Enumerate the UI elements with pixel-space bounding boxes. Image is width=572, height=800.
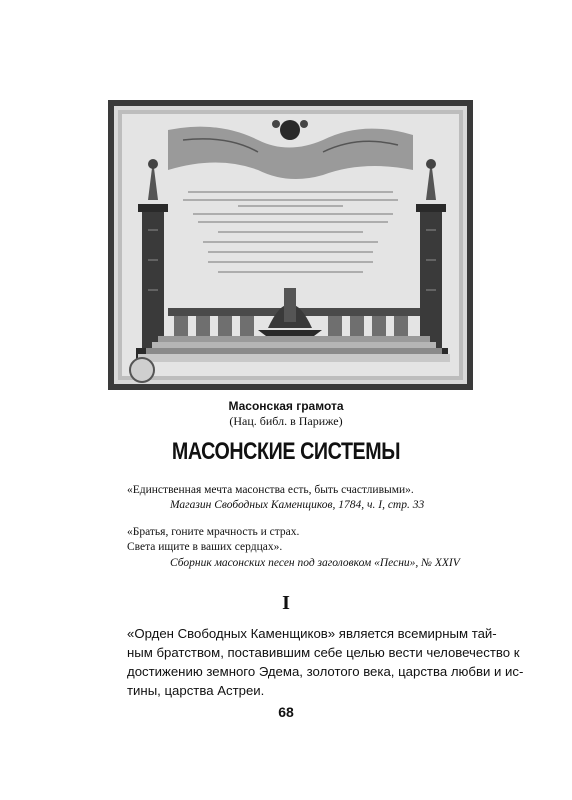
figure-caption-source: (Нац. библ. в Париже) bbox=[229, 414, 343, 428]
epigraph-1-source: Магазин Свободных Каменщиков, 1784, ч. I, стр. 33 bbox=[170, 499, 425, 511]
paragraph-line-4: тины, царства Астреи. bbox=[127, 683, 265, 698]
epigraph-1-line: «Единственная мечта масонства есть, быть счастливыми». bbox=[127, 484, 414, 496]
epigraph-2-source: Сборник масонских песен под заголовком «Песни», № XXIV bbox=[170, 557, 460, 569]
page-number: 68 bbox=[278, 704, 294, 720]
epigraph-2-line-2: Света ищите в ваших сердцах». bbox=[127, 541, 283, 553]
section-number: I bbox=[282, 592, 290, 614]
figure-caption-title: Масонская грамота bbox=[228, 399, 344, 413]
paragraph-line-1: «Орден Свободных Каменщиков» является всемирным тай- bbox=[127, 626, 497, 641]
masonic-certificate-illustration bbox=[108, 100, 473, 390]
paragraph-line-3: достижению земного Эдема, золотого века, царства любви и ис- bbox=[127, 664, 524, 679]
paragraph-line-2: ным братством, поставившим себе целью вести человечество к bbox=[127, 645, 520, 660]
epigraph-2-line-1: «Братья, гоните мрачность и страх. bbox=[127, 526, 300, 538]
chapter-title: МАСОНСКИЕ СИСТЕМЫ bbox=[171, 438, 401, 465]
